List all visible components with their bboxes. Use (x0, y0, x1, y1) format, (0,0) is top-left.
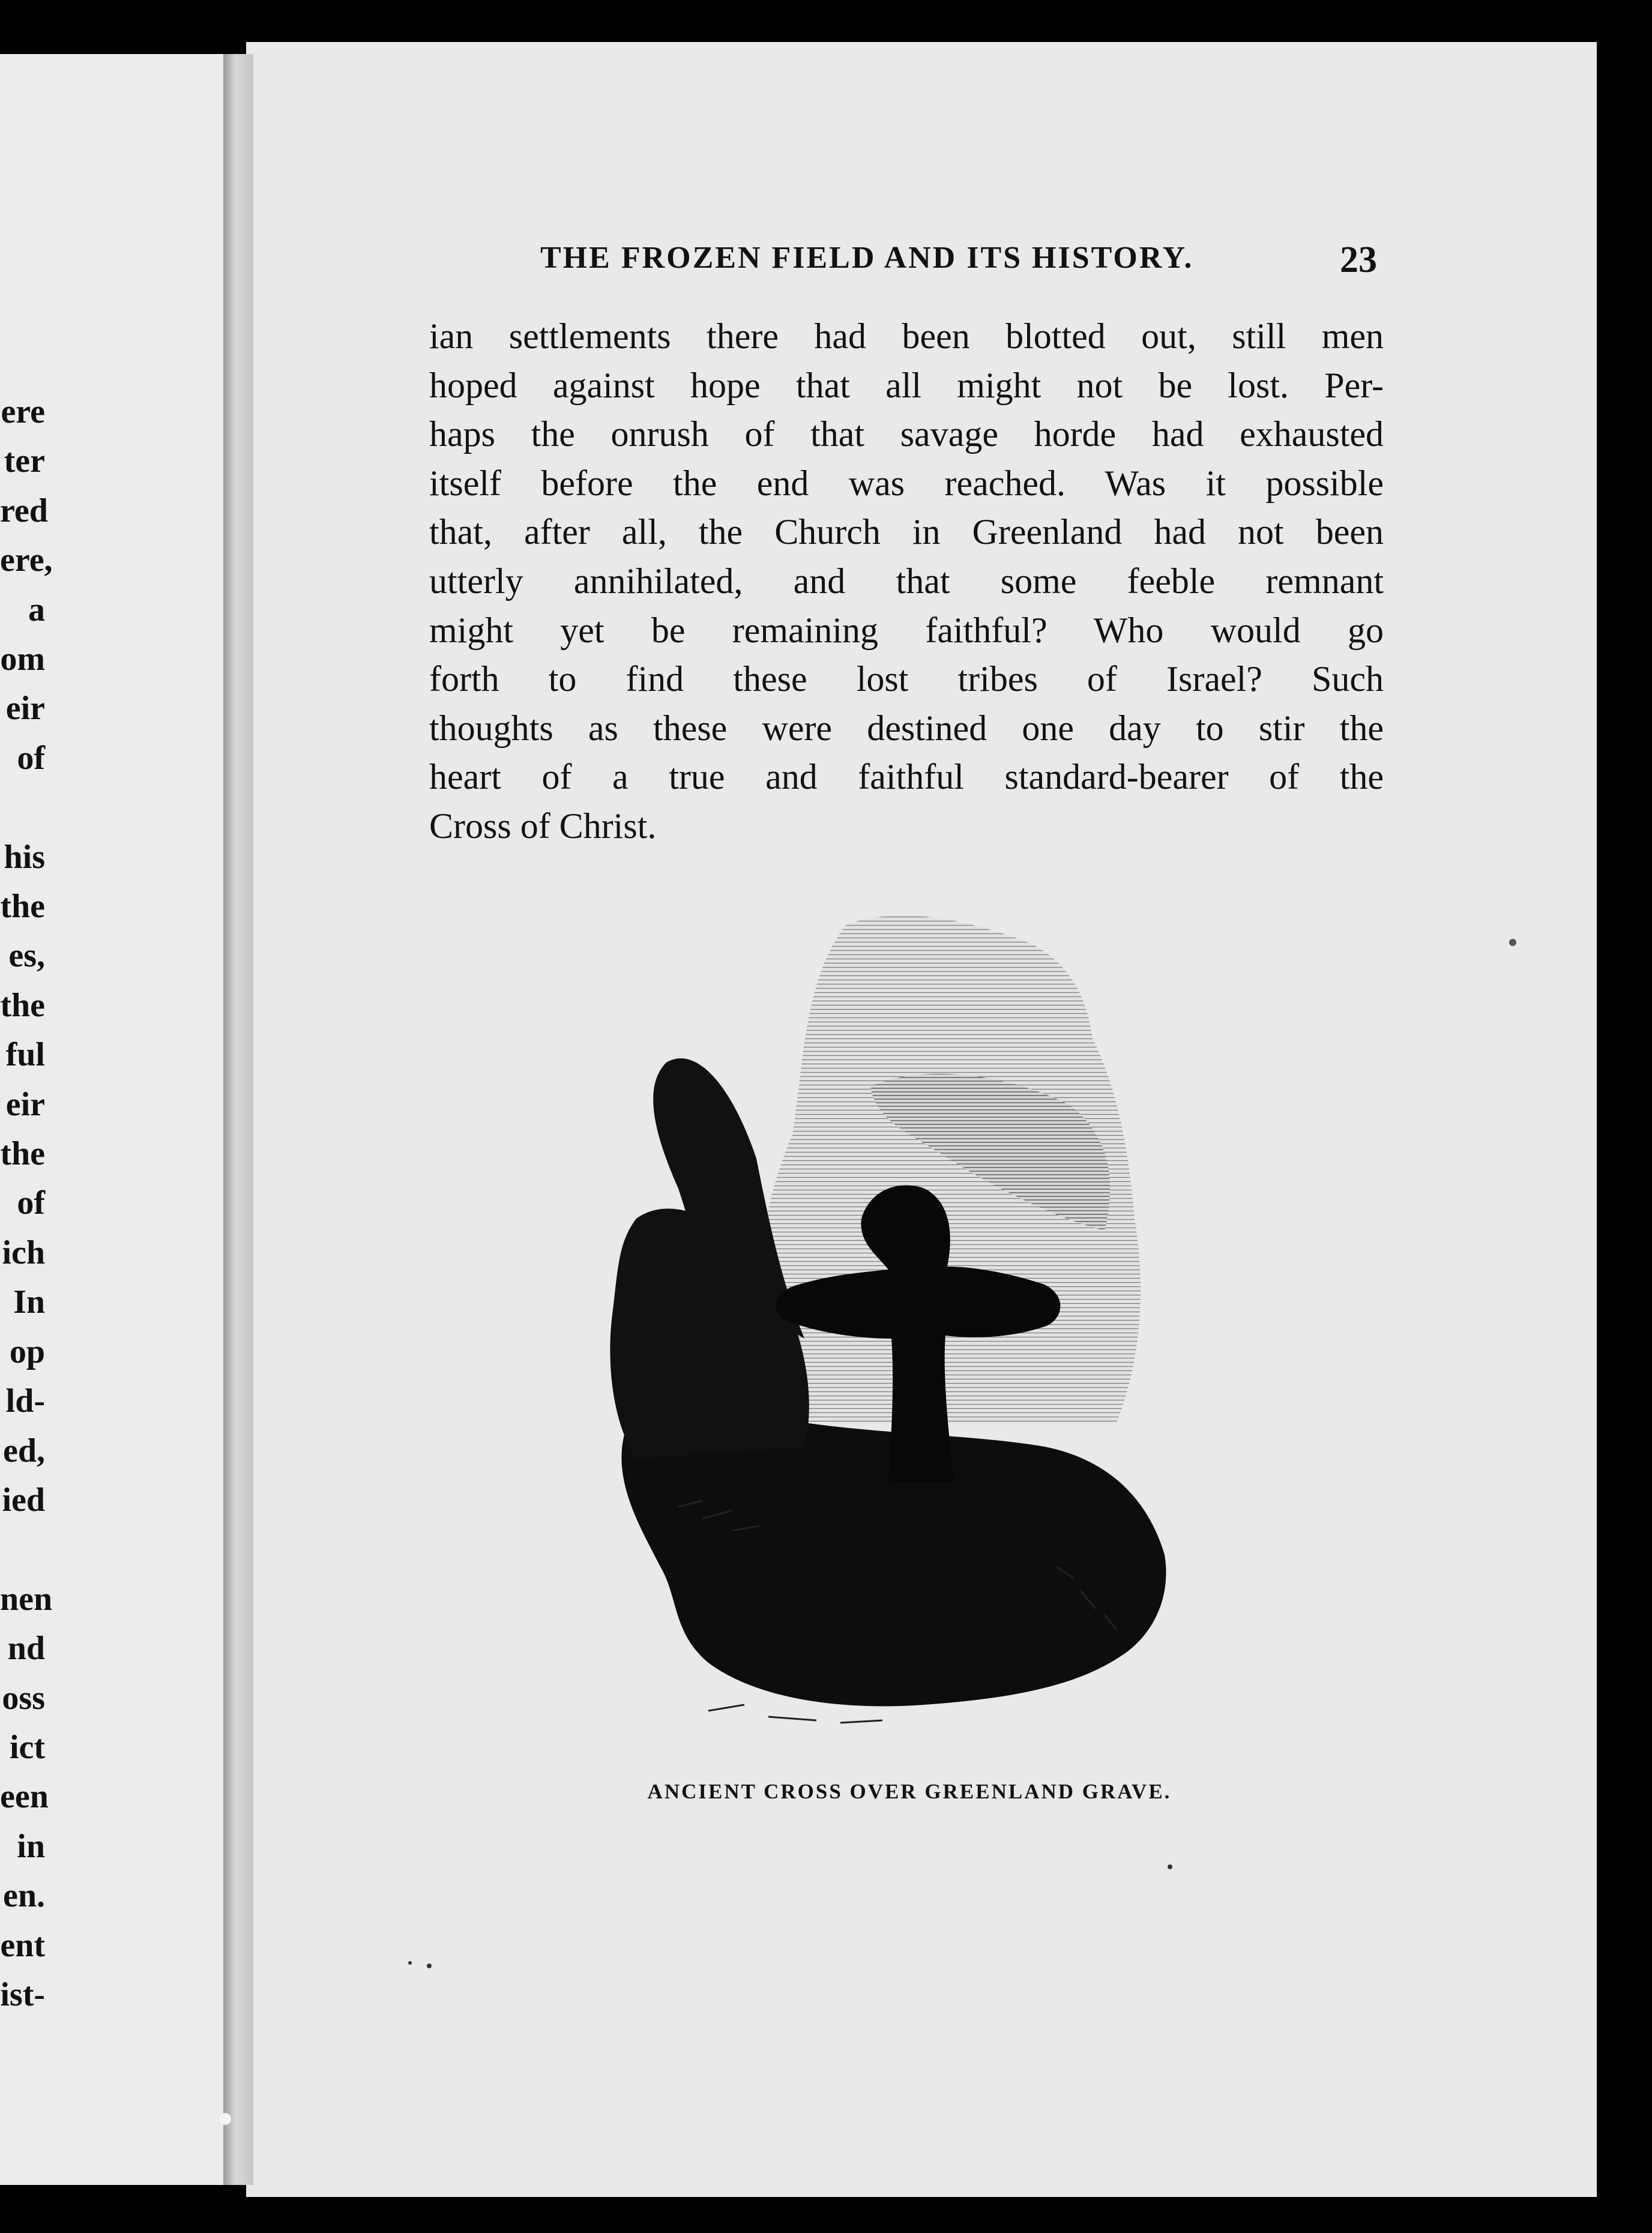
body-line: hoped against hope that all might not be lost. Per- (429, 365, 1384, 405)
running-head: THE FROZEN FIELD AND ITS HISTORY. (540, 241, 1194, 275)
body-line: utterly annihilated, and that some feeble remnant (429, 561, 1384, 601)
body-line: ian settlements there had been blotted out, still men (429, 316, 1384, 356)
body-line: heart of a true and faithful standard-bearer of the (429, 757, 1384, 797)
left-page-fragment: the (0, 888, 45, 926)
left-page-text-fragments (0, 387, 53, 2019)
left-page-fragment: ter (4, 442, 45, 480)
left-page-fragment: of (17, 1184, 45, 1222)
left-page-fragment: of (17, 739, 45, 777)
left-page-fragment: op (9, 1333, 45, 1370)
left-page-fragment: ful (5, 1036, 45, 1074)
left-page-edge (0, 54, 231, 2185)
left-page-fragment: the (0, 986, 45, 1024)
left-page-fragment: ld- (5, 1382, 45, 1420)
left-page-fragment: In (13, 1283, 45, 1321)
left-page-fragment: ict (9, 1728, 45, 1766)
left-page-fragment: een (0, 1778, 49, 1816)
body-line: Cross of Christ. (429, 806, 657, 846)
left-page-fragment: ent (0, 1926, 45, 1964)
left-page-fragment: ied (2, 1481, 45, 1519)
left-page-fragment: in (17, 1827, 45, 1865)
body-line: might yet be remaining faithful? Who would go (429, 610, 1384, 650)
body-paragraph (429, 312, 1384, 851)
body-line: forth to find these lost tribes of Israel? Such (429, 659, 1384, 699)
page-number: 23 (1340, 240, 1377, 280)
left-page-fragment: the (0, 1135, 45, 1173)
left-page-fragment: his (4, 838, 45, 876)
left-page-fragment: eir (5, 1085, 45, 1123)
book-gutter (223, 54, 253, 2185)
left-page-fragment: es, (8, 937, 45, 975)
left-page-fragment: om (0, 640, 45, 678)
body-line: thoughts as these were destined one day to stir the (429, 708, 1384, 748)
left-page-fragment: a (28, 591, 45, 628)
left-page-fragment: nen (0, 1580, 53, 1618)
left-page-fragment: ist- (0, 1975, 45, 2013)
body-line: haps the onrush of that savage horde had exhausted (429, 414, 1384, 454)
left-page-fragment (0, 1525, 45, 1574)
left-page-fragment: oss (2, 1679, 45, 1717)
left-page-fragment: ed, (3, 1432, 45, 1469)
body-line: that, after all, the Church in Greenland had not been (429, 512, 1384, 552)
left-page-fragment (0, 783, 45, 832)
engraving-illustration (588, 906, 1213, 1765)
left-page-fragment: ich (2, 1234, 45, 1271)
left-page-fragment: red (0, 492, 48, 529)
body-line: itself before the end was reached. Was it possible (429, 463, 1384, 503)
left-page-fragment: eir (5, 690, 45, 728)
left-page-fragment: ere (1, 393, 45, 430)
left-page-fragment: en. (3, 1877, 45, 1915)
figure-caption: ANCIENT CROSS OVER GREENLAND GRAVE. (647, 1780, 1172, 1803)
left-page-fragment: nd (7, 1630, 45, 1668)
left-page-fragment: ere, (0, 541, 53, 579)
